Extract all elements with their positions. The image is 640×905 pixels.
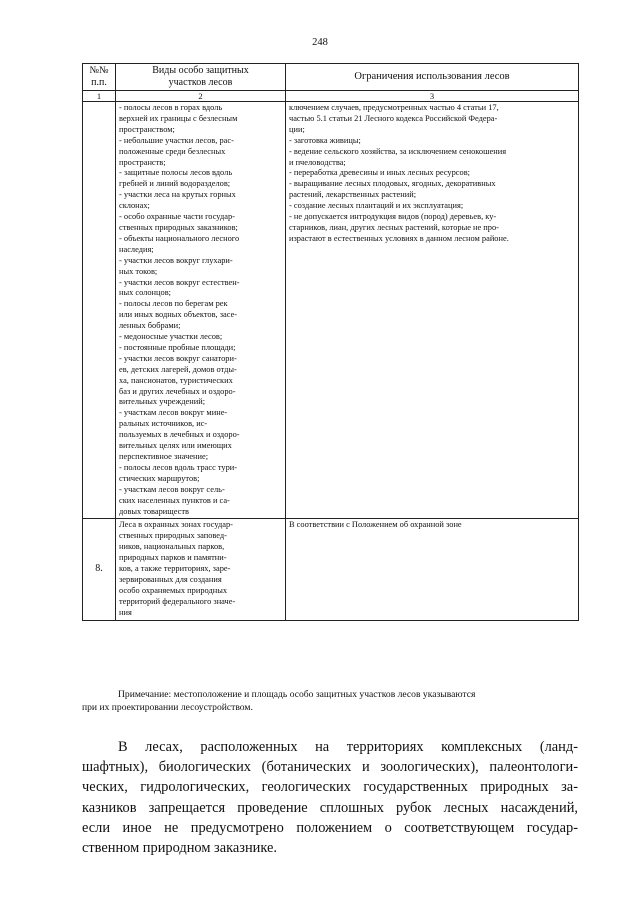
column-number-3: 3 bbox=[286, 91, 579, 102]
types-list-line: положенные среди безлесных bbox=[119, 146, 226, 156]
restriction-line: - выращивание лесных плодовых, ягодных, декоративных bbox=[289, 179, 496, 189]
restriction-line: - создание лесных плантаций и их эксплуатация; bbox=[289, 201, 464, 211]
header-number-line1: №№ bbox=[89, 65, 109, 76]
types-list-line: ных токов; bbox=[119, 266, 158, 276]
paragraph-line: ственном природном заказнике. bbox=[82, 840, 277, 857]
table-note bbox=[82, 689, 578, 714]
types-list-line: ральных источников, ис- bbox=[119, 419, 208, 429]
types-list-line: ственных природных заказников; bbox=[119, 222, 238, 232]
restriction-line: частью 5.1 статьи 21 Лесного кодекса Российской Федера- bbox=[289, 113, 498, 123]
restriction-line: ции; bbox=[289, 124, 305, 134]
header-types bbox=[116, 64, 286, 91]
types-list-line: - участки лесов вокруг санатори- bbox=[119, 353, 237, 363]
types-list-line: - объекты национального лесного bbox=[119, 233, 240, 243]
types-list-line: довых товариществ bbox=[119, 506, 189, 516]
row-8-types-line: ния bbox=[119, 607, 132, 617]
row-8-types-line: Леса в охранных зонах государ- bbox=[119, 520, 233, 530]
column-number-1: 1 bbox=[83, 91, 116, 102]
types-list-line: - полосы лесов по берегам рек bbox=[119, 299, 228, 309]
restriction-line: израстают в естественных условиях в данном лесном районе. bbox=[289, 233, 509, 243]
row-8-restrictions: В соответствии с Положением об охранной зоне bbox=[286, 519, 579, 620]
restriction-line: растений, лекарственных растений; bbox=[289, 190, 417, 200]
row-8-types-cell bbox=[116, 519, 286, 620]
column-number-row bbox=[83, 91, 579, 102]
types-list-line: ленных бобрами; bbox=[119, 321, 181, 331]
restrictions-cell bbox=[286, 102, 579, 519]
restriction-line: - не допускается интродукция видов (пород) деревьев, ку- bbox=[289, 212, 497, 222]
restriction-line: ключением случаев, предусмотренных частью 4 статьи 17, bbox=[289, 103, 499, 112]
row-8-types-line: ков, а также территориях, заре- bbox=[119, 564, 231, 574]
table-row-continued bbox=[83, 102, 579, 519]
row-8-types-line: ников, национальных парков, bbox=[119, 542, 225, 552]
types-list-line: - особо охранные части государ- bbox=[119, 212, 235, 222]
column-number-2: 2 bbox=[116, 91, 286, 102]
row-number-cell bbox=[83, 102, 116, 519]
header-restrictions: Ограничения использования лесов bbox=[286, 64, 579, 91]
note-line-2: при их проектировании лесоустройством. bbox=[82, 701, 253, 713]
types-list-line: - защитные полосы лесов вдоль bbox=[119, 168, 233, 178]
row-8-types-line: зервированных для создания bbox=[119, 574, 222, 584]
paragraph-line: шафтных), биологических (ботанических и зоологических), палеонтологи- bbox=[82, 759, 578, 776]
types-list-line: - участки лесов вокруг естествен- bbox=[119, 277, 240, 287]
restriction-line: и пчеловодства; bbox=[289, 157, 346, 167]
types-list-line: - полосы лесов вдоль трасс тури- bbox=[119, 462, 238, 472]
types-list-line: ских населенных пунктов и са- bbox=[119, 495, 230, 505]
paragraph-line: если иное не предусмотрено положением о соответствующем государ- bbox=[82, 819, 578, 836]
types-list-line: пространств; bbox=[119, 157, 166, 167]
note-line-1: Примечание: местоположение и площадь особо защитных участков лесов указываются bbox=[118, 689, 476, 700]
restriction-line: - заготовка живицы; bbox=[289, 135, 361, 145]
page-number: 248 bbox=[312, 37, 328, 48]
row-8-types-line: ственных природных заповед- bbox=[119, 531, 227, 541]
types-list-line: стических маршрутов; bbox=[119, 473, 200, 483]
types-cell bbox=[116, 102, 286, 519]
types-list-line: баз и других лечебных и оздоро- bbox=[119, 386, 236, 396]
restriction-line: - ведение сельского хозяйства, за исключением сенокошения bbox=[289, 146, 507, 156]
types-list-line: - участки лесов вокруг глухари- bbox=[119, 255, 233, 265]
types-list-line: или иных водных объектов, засе- bbox=[119, 310, 238, 320]
row-8-types-line: территорий федерального значе- bbox=[119, 596, 236, 606]
forest-areas-table bbox=[82, 63, 579, 621]
types-list-line: наследия; bbox=[119, 244, 154, 254]
types-list-line: - участкам лесов вокруг мине- bbox=[119, 408, 228, 418]
body-paragraph bbox=[82, 737, 578, 858]
header-number-line2: п.п. bbox=[91, 77, 107, 88]
types-list-line: - небольшие участки лесов, рас- bbox=[119, 135, 234, 145]
row-8-types-line: природных парков и памятни- bbox=[119, 553, 227, 563]
types-list-line: - участки леса на крутых горных bbox=[119, 190, 236, 200]
paragraph-line: ческих, гидрологических, геологических государственных природных за- bbox=[82, 779, 578, 796]
header-types-line2: участков лесов bbox=[168, 77, 233, 88]
types-list-line: ных солонцов; bbox=[119, 288, 171, 298]
table-header-row bbox=[83, 64, 579, 91]
types-list-line: пространством; bbox=[119, 124, 175, 134]
types-list-line: пользуемых в лечебных и оздоро- bbox=[119, 430, 240, 440]
types-list-line: - постоянные пробные площади; bbox=[119, 342, 236, 352]
row-8-number: 8. bbox=[83, 519, 116, 620]
restriction-line: старников, лиан, других лесных растений, которые не про- bbox=[289, 222, 499, 232]
row-8-types-line: особо охраняемых природных bbox=[119, 585, 228, 595]
types-list-line: перспективное значение; bbox=[119, 452, 209, 461]
paragraph-line: В лесах, расположенных на территориях комплексных (ланд- bbox=[118, 739, 578, 755]
types-list-line: - полосы лесов в горах вдоль bbox=[119, 103, 223, 112]
types-list-line: склонах; bbox=[119, 201, 150, 211]
restriction-line: - переработка древесины и иных лесных ресурсов; bbox=[289, 168, 470, 178]
types-list-line: вительных целях или имеющих bbox=[119, 441, 232, 451]
types-list-line: - медоносные участки лесов; bbox=[119, 332, 223, 342]
table-row-8 bbox=[83, 519, 579, 620]
header-number bbox=[83, 64, 116, 91]
types-list-line: верхней их границы с безлесным bbox=[119, 113, 238, 123]
paragraph-line: казников запрещается проведение сплошных рубок лесных насаждений, bbox=[82, 799, 578, 816]
types-list-line: ха, пансионатов, туристических bbox=[119, 375, 233, 385]
types-list-line: ев, детских лагерей, домов отды- bbox=[119, 364, 237, 374]
types-list-line: вительных учреждений; bbox=[119, 397, 206, 407]
header-types-line1: Виды особо защитных bbox=[152, 65, 249, 76]
types-list-line: гребней и линий водоразделов; bbox=[119, 179, 231, 189]
types-list-line: - участкам лесов вокруг сель- bbox=[119, 484, 225, 494]
